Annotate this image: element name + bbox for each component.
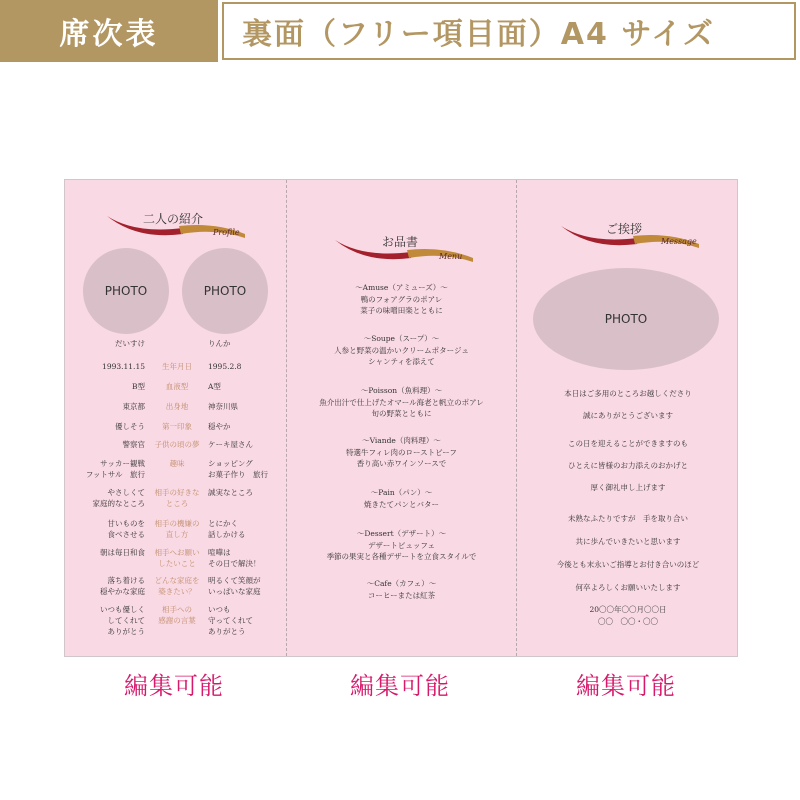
profile-item-label: 子供の頃の夢 — [154, 440, 200, 449]
profile-right-value: その日で解決！ — [208, 559, 261, 568]
greeting-names: 〇〇 〇〇・〇〇 — [598, 617, 658, 626]
profile-right-value: お菓子作り 旅行 — [208, 470, 268, 479]
greeting-line: 誠にありがとうございます — [583, 411, 673, 420]
profile-title: 二人の紹介 — [143, 212, 204, 226]
photo-placeholder-bride[interactable]: PHOTO — [182, 248, 268, 334]
menu-course-description: 焼きたてパンとバター — [364, 500, 439, 509]
editable-label-3: 編集可能 — [576, 672, 676, 700]
program-sheet — [64, 179, 738, 657]
profile-left-value: だいすけ — [115, 339, 145, 348]
profile-item-label: 出身地 — [165, 402, 189, 411]
greeting-script: Message — [661, 237, 697, 246]
greeting-line: 今後とも末永いご指導とお付き合いのほど — [556, 560, 700, 569]
page-title: 裏面（フリー項目面）A4 サイズ — [222, 2, 796, 60]
menu-course-name: ～Pain（パン）～ — [370, 488, 433, 497]
greeting-line: この日を迎えることができますのも — [568, 439, 688, 448]
greeting-line: 共に歩んでいきたいと思います — [575, 537, 681, 546]
profile-left-value: 優しそう — [115, 422, 145, 431]
menu-course-description: 香り高い赤ワインソースで — [356, 459, 447, 468]
menu-course-name: ～Soupe（スープ）～ — [363, 334, 440, 343]
profile-left-value: 穏やかな家庭 — [100, 587, 145, 596]
profile-right-value: とにかく — [208, 519, 238, 528]
profile-item-label: どんな家庭を — [154, 576, 200, 585]
profile-item-label: 趣味 — [169, 459, 185, 468]
profile-item-label: したいこと — [158, 559, 196, 568]
menu-course-description: 旬の野菜とともに — [371, 409, 432, 418]
greeting-line: ひとえに皆様のお力添えのおかげと — [568, 461, 688, 470]
menu-script: Menu — [439, 252, 463, 261]
profile-right-value: いつも — [208, 605, 231, 614]
profile-item-label: ところ — [165, 499, 189, 508]
profile-left-value: 警察官 — [122, 440, 145, 449]
profile-left-value: 落ち着ける — [107, 576, 145, 585]
profile-item-label: 相手の機嫌の — [154, 519, 200, 528]
menu-course-name: ～Poisson（魚料理）～ — [360, 386, 443, 395]
profile-right-value: 誠実なところ — [208, 488, 253, 497]
profile-right-value: 神奈川県 — [208, 402, 238, 411]
profile-left-value: 1993.11.15 — [102, 362, 145, 371]
profile-item-label: 相手への — [162, 605, 192, 614]
profile-item-label: 直し方 — [165, 530, 189, 539]
menu-course-description: 人参と野菜の温かいクリームポタージュ — [334, 346, 469, 355]
profile-left-value: フットサル 旅行 — [85, 470, 145, 479]
greeting-date: 20〇〇年〇〇月〇〇日 — [589, 605, 667, 614]
editable-label-2: 編集可能 — [350, 672, 450, 700]
menu-course-description: コーヒーまたは紅茶 — [367, 591, 436, 600]
profile-right-value: りんか — [208, 339, 231, 348]
greeting-line: 何卒よろしくお願いいたします — [575, 583, 681, 592]
profile-left-value: 東京都 — [122, 402, 145, 411]
profile-right-value: 明るくて笑顔が — [208, 576, 261, 585]
menu-course-description: 特選牛フィレ肉のローストビーフ — [346, 448, 457, 457]
profile-right-value: ケーキ屋さん — [208, 440, 253, 449]
profile-right-value: 喧嘩は — [208, 548, 231, 557]
profile-left-value: いつも優しく — [100, 605, 145, 614]
profile-item-label: 第一印象 — [162, 422, 192, 431]
profile-left-value: サッカー観戦 — [100, 459, 145, 468]
menu-course-name: ～Cafe（カフェ）～ — [366, 579, 437, 588]
category-badge: 席次表 — [0, 0, 218, 62]
menu-course-description: 魚介出汁で仕上げたオマール海老と帆立のポアレ — [319, 398, 484, 407]
profile-script: Profile — [213, 228, 240, 237]
menu-course-name: ～Viande（肉料理）～ — [362, 436, 441, 445]
profile-right-value: 守ってくれて — [208, 616, 253, 625]
menu-course-description: 季節の果実と各種デザートを立食スタイルで — [326, 552, 477, 561]
menu-title: お品書 — [382, 235, 419, 249]
menu-course-description: 菜子の味噌田楽とともに — [360, 306, 443, 315]
menu-course-description: シャンティを添えて — [368, 357, 435, 366]
profile-right-value: いっぱいな家庭 — [208, 587, 261, 596]
greeting-line: 未熟なふたりですが 手を取り合い — [568, 514, 688, 523]
profile-left-value: 朝は毎日和食 — [100, 548, 145, 557]
profile-item-label: 生年月日 — [162, 362, 192, 371]
profile-left-value: してくれて — [107, 616, 145, 625]
profile-left-value: やさしくて — [107, 488, 145, 497]
profile-right-value: 話しかける — [208, 530, 246, 539]
photo-placeholder-couple[interactable]: PHOTO — [533, 268, 719, 370]
profile-right-value: ありがとう — [208, 627, 246, 636]
profile-left-value: B型 — [131, 382, 145, 391]
greeting-line: 本日はご多用のところお越しくださり — [564, 389, 692, 398]
photo-placeholder-groom[interactable]: PHOTO — [83, 248, 169, 334]
profile-left-value: 食べさせる — [107, 530, 145, 539]
menu-course-name: ～Dessert（デザート）～ — [356, 529, 447, 538]
profile-item-label: 相手へお願い — [154, 548, 200, 557]
profile-left-value: 甘いものを — [107, 519, 145, 528]
profile-item-label: 相手の好きな — [154, 488, 200, 497]
profile-right-value: ショッピング — [208, 459, 253, 468]
profile-item-label: 築きたい？ — [158, 587, 196, 596]
editable-label-1: 編集可能 — [124, 672, 224, 700]
profile-right-value: 1995.2.8 — [208, 362, 242, 371]
greeting-title: ご挨拶 — [606, 222, 643, 236]
profile-left-value: 家庭的なところ — [92, 499, 145, 508]
menu-course-description: デザートビュッフェ — [367, 541, 436, 550]
menu-course-description: 鴨のフォアグラのポアレ — [360, 295, 443, 304]
greeting-line: 厚く御礼申し上げます — [590, 483, 666, 492]
profile-item-label: 感謝の言葉 — [158, 616, 196, 625]
profile-right-value: 穏やか — [208, 422, 231, 431]
menu-course-name: ～Amuse（アミューズ）～ — [355, 283, 448, 292]
profile-right-value: A型 — [208, 382, 221, 391]
profile-left-value: ありがとう — [107, 627, 145, 636]
profile-item-label: 血液型 — [165, 382, 189, 391]
